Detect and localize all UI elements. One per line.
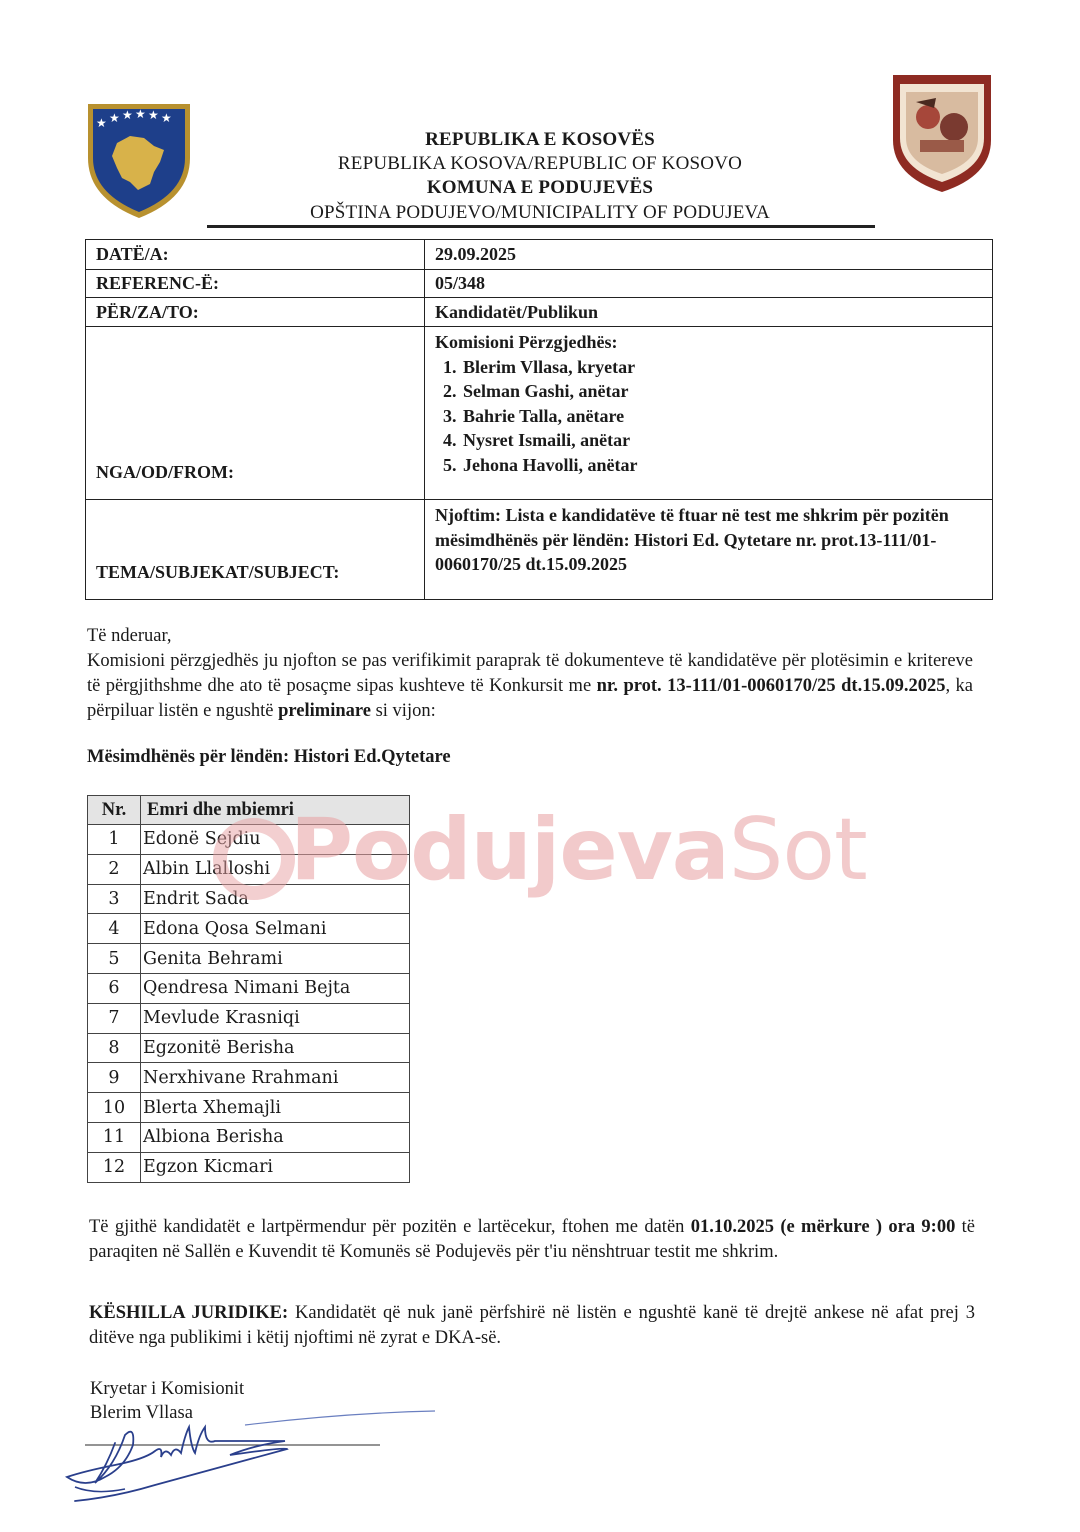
candidate-nr: 5: [88, 944, 141, 974]
invitation-day-time: (e mërkure ) ora 9:00: [780, 1217, 956, 1237]
from-label: NGA/OD/FROM:: [86, 327, 425, 500]
subject-label: TEMA/SUBJEKAT/SUBJECT:: [86, 500, 425, 600]
watermark: [290, 800, 867, 900]
legal-advice-text: Kandidatët që nuk janë përfshirë në listën e ngushtë kanë të drejtë ankese në afat prej 3 ditëve nga publikimi i këtij njoftimi në zyrat e DKA-së.: [89, 1303, 976, 1348]
svg-text:★: ★: [161, 111, 172, 125]
candidate-nr: 9: [88, 1063, 141, 1093]
invitation-text-2: të paraqiten në Sallën e Kuvendit të Komunës së Podujevës për t'iu nënshtruar testit me shkrim.: [89, 1217, 976, 1262]
from-heading: Komisioni Përzgjedhës:: [435, 332, 618, 352]
table-row: [88, 1003, 410, 1033]
watermark-bold: Podujeva: [290, 800, 729, 900]
candidate-nr: 1: [88, 825, 141, 855]
committee-member: 2. Selman Gashi, anëtar: [461, 379, 982, 404]
signature-name: Blerim Vllasa: [90, 1403, 193, 1423]
header-republic-albanian: REPUBLIKA E KOSOVËS: [425, 129, 655, 150]
date-row: [86, 240, 993, 270]
to-value: Kandidatët/Publikun: [425, 298, 993, 327]
intro-preliminary: preliminare: [278, 701, 371, 721]
body-paragraph: [87, 624, 973, 724]
intro-paragraph: [87, 649, 973, 724]
candidate-nr: 3: [88, 884, 141, 914]
svg-text:★: ★: [122, 108, 133, 122]
candidate-name: Edonë Sejdiu: [141, 825, 410, 855]
intro-reference: nr. prot. 13-111/01-0060170/25 dt.15.09.2025: [596, 676, 946, 696]
candidate-nr: 7: [88, 1003, 141, 1033]
reference-row: [86, 270, 993, 298]
svg-text:★: ★: [109, 111, 120, 125]
committee-member: 4. Nysret Ismaili, anëtar: [461, 428, 982, 453]
svg-text:★: ★: [148, 108, 159, 122]
column-header-nr: Nr.: [88, 796, 141, 825]
date-label: DATË/A:: [86, 240, 425, 270]
handwritten-signature: [55, 1405, 445, 1510]
committee-members-list: [435, 355, 982, 478]
header-municipality-albanian: KOMUNA E PODUJEVËS: [426, 177, 654, 198]
subject-heading: Mësimdhënës për lëndën: Histori Ed.Qytetare: [87, 747, 451, 767]
table-row: [88, 973, 410, 1003]
subject-value: Njoftim: Lista e kandidatëve të ftuar në test me shkrim për pozitën mësimdhënës për lëndën: Histori Ed. Qytetare nr. prot.13-111/01-0060170/25 dt.15.09.2025: [425, 500, 993, 600]
candidate-name: Albin Llalloshi: [141, 854, 410, 884]
intro-text-3: si vijon:: [370, 701, 436, 721]
table-row: [88, 1152, 410, 1182]
candidate-nr: 4: [88, 914, 141, 944]
invitation-date: 01.10.2025: [690, 1217, 774, 1237]
greeting: Të nderuar,: [87, 626, 172, 646]
column-header-name: Emri dhe mbiemri: [141, 796, 410, 825]
intro-text-1: Komisioni përzgjedhës ju njofton se pas verifikimit paraprak të dokumenteve të kandidatëve për plotësimin e kritereve të përgjithshme dhe ato të posaçme sipas kushteve të Konkursit me: [87, 651, 973, 696]
legal-advice-label: KËSHILLA JURIDIKE:: [89, 1303, 289, 1323]
table-row: [88, 1093, 410, 1123]
candidate-nr: 12: [88, 1152, 141, 1182]
intro-text-2: , ka përpiluar listën e ngushtë: [87, 676, 973, 721]
invitation-paragraph: [89, 1215, 975, 1265]
candidate-name: Nerxhivane Rrahmani: [141, 1063, 410, 1093]
podujeva-municipal-emblem-logo: [890, 72, 994, 194]
svg-text:★: ★: [96, 116, 107, 130]
reference-value: 05/348: [425, 270, 993, 298]
candidate-name: Egzon Kicmari: [141, 1152, 410, 1182]
table-row: [88, 1033, 410, 1063]
kosovo-coat-of-arms-logo: [84, 98, 194, 222]
signature-title: Kryetar i Komisionit: [90, 1379, 245, 1399]
subject-row: [86, 500, 993, 600]
header-divider: [207, 225, 875, 228]
committee-member: 5. Jehona Havolli, anëtar: [461, 453, 982, 478]
header-municipality-other: OPŠTINA PODUJEVO/MUNICIPALITY OF PODUJEVA: [310, 202, 770, 223]
candidate-name: Edona Qosa Selmani: [141, 914, 410, 944]
from-row: [86, 327, 993, 500]
candidate-nr: 11: [88, 1122, 141, 1152]
committee-member: 3. Bahrie Talla, anëtare: [461, 404, 982, 429]
candidate-name: Genita Behrami: [141, 944, 410, 974]
header-republic-other: REPUBLIKA KOSOVA/REPUBLIC OF KOSOVO: [337, 153, 743, 174]
table-row: [88, 944, 410, 974]
to-label: PËR/ZA/TO:: [86, 298, 425, 327]
legal-advice-paragraph: [89, 1301, 975, 1351]
committee-member: 1. Blerim Vllasa, kryetar: [461, 355, 982, 380]
candidate-nr: 8: [88, 1033, 141, 1063]
candidate-nr: 6: [88, 973, 141, 1003]
invitation-text-1: Të gjithë kandidatët e lartpërmendur për pozitën e lartëcekur, ftohen me datën: [89, 1217, 691, 1237]
candidate-nr: 10: [88, 1093, 141, 1123]
candidate-name: Albiona Berisha: [141, 1122, 410, 1152]
table-row: [88, 914, 410, 944]
candidate-name: Endrit Sada: [141, 884, 410, 914]
date-value: 29.09.2025: [425, 240, 993, 270]
document-info-table: [85, 239, 993, 600]
candidate-name: Qendresa Nimani Bejta: [141, 973, 410, 1003]
from-value: [425, 327, 993, 500]
candidate-name: Egzonitë Berisha: [141, 1033, 410, 1063]
table-row: [88, 1063, 410, 1093]
candidate-nr: 2: [88, 854, 141, 884]
reference-label: REFERENC-Ë:: [86, 270, 425, 298]
table-row: [88, 1122, 410, 1152]
candidate-name: Mevlude Krasniqi: [141, 1003, 410, 1033]
svg-text:★: ★: [135, 107, 146, 121]
watermark-light: Sot: [728, 800, 867, 900]
watermark-ring-icon: [213, 818, 295, 900]
candidate-name: Blerta Xhemajli: [141, 1093, 410, 1123]
to-row: [86, 298, 993, 327]
